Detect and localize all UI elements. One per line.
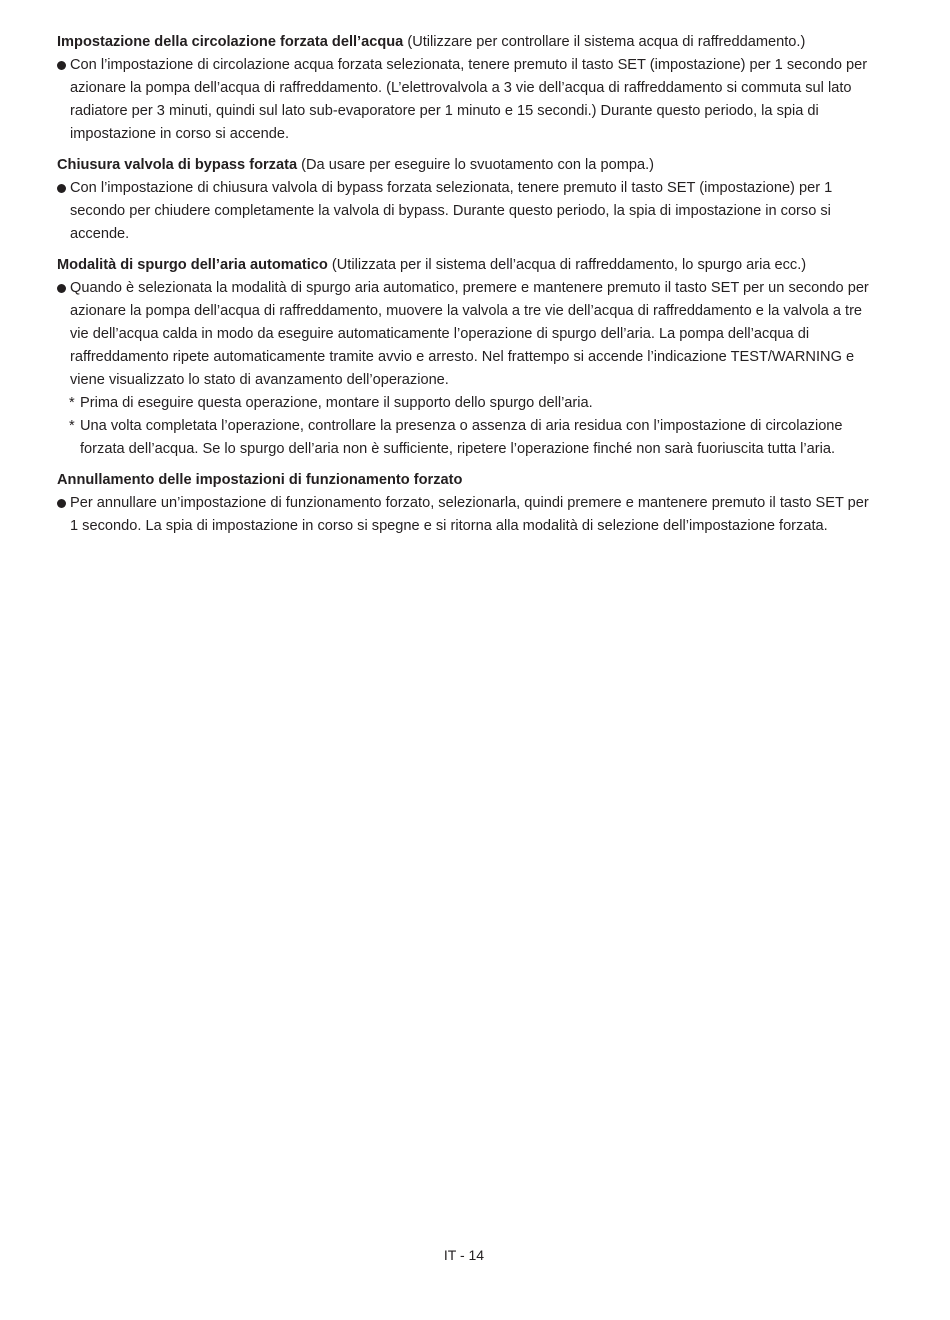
bullet-text: Quando è selezionata la modalità di spurgo aria automatico, premere e mantenere premuto il tasto SET per un secondo per azionare la pompa dell’acqua di raffreddamento, muovere la valvola a tre vie dell’acqua di raffreddamento e la valvola a tre vie dell’acqua calda in modo da eseguire automaticamente l’operazione di spurgo dell’aria. La pompa dell’acqua di raffreddamento ripete automaticamente tramite avvio e arresto. Nel frattempo si accende l’indicazione TEST/WARNING e viene visualizzato lo stato di avanzamento dell’operazione. [70,280,869,388]
section-title: Modalità di spurgo dell’aria automatico [57,257,328,273]
page-number: IT - 14 [443,1247,485,1263]
bullet-item [57,277,869,392]
note-text: Prima di eseguire questa operazione, montare il supporto dello spurgo dell’aria. [80,395,593,411]
note-text: Una volta completata l’operazione, controllare la presenza o assenza di aria residua con l’impostazione di circolazione forzata dell’acqua. Se lo spurgo dell’aria non è sufficiente, ripetere l’operazione finché non sarà fuoriuscita tutta l’aria. [80,418,843,457]
section-subtitle: (Utilizzata per il sistema dell’acqua di raffreddamento, lo spurgo aria ecc.) [327,257,807,273]
section-automatic-air-purge [57,254,869,461]
asterisk-mark: * [69,418,75,434]
section-title: Annullamento delle impostazioni di funzionamento forzato [57,472,463,488]
note-item [57,415,869,461]
section-heading [57,154,869,177]
section-forced-water-circulation [57,31,869,146]
section-heading [57,254,869,277]
bullet-icon [57,284,66,293]
bullet-icon [57,499,66,508]
section-subtitle: (Utilizzare per controllare il sistema acqua di raffreddamento.) [403,34,806,50]
section-title: Chiusura valvola di bypass forzata [57,157,298,173]
bullet-icon [57,61,66,70]
section-subtitle: (Da usare per eseguire lo svuotamento con la pompa.) [297,157,655,173]
bullet-text: Per annullare un’impostazione di funzionamento forzato, selezionarla, quindi premere e mantenere premuto il tasto SET per 1 secondo. La spia di impostazione in corso si spegne e si ritorna alla modalità di selezione dell’impostazione forzata. [70,495,869,534]
bullet-item [57,54,869,146]
section-heading [57,31,869,54]
section-cancel-forced-operation [57,469,869,538]
section-heading [57,469,869,492]
bullet-text: Con l’impostazione di circolazione acqua forzata selezionata, tenere premuto il tasto SET (impostazione) per 1 secondo per azionare la pompa dell’acqua di raffreddamento. (L’elettrovalvola a 3 vie dell’acqua di raffreddamento si commuta sul lato radiatore per 3 minuti, quindi sul lato sub-evaporatore per 1 minuto e 15 secondi.) Durante questo periodo, la spia di impostazione in corso si accende. [70,57,868,142]
note-item [57,392,869,415]
bullet-text: Con l’impostazione di chiusura valvola di bypass forzata selezionata, tenere premuto il tasto SET (impostazione) per 1 secondo per chiudere completamente la valvola di bypass. Durante questo periodo, la spia di impostazione in corso si accende. [70,180,833,242]
bullet-icon [57,184,66,193]
bullet-item [57,177,869,246]
document-page [57,31,869,546]
bullet-item [57,492,869,538]
section-title: Impostazione della circolazione forzata dell’acqua [57,34,404,50]
asterisk-mark: * [69,395,75,411]
section-forced-bypass-valve-closing [57,154,869,246]
